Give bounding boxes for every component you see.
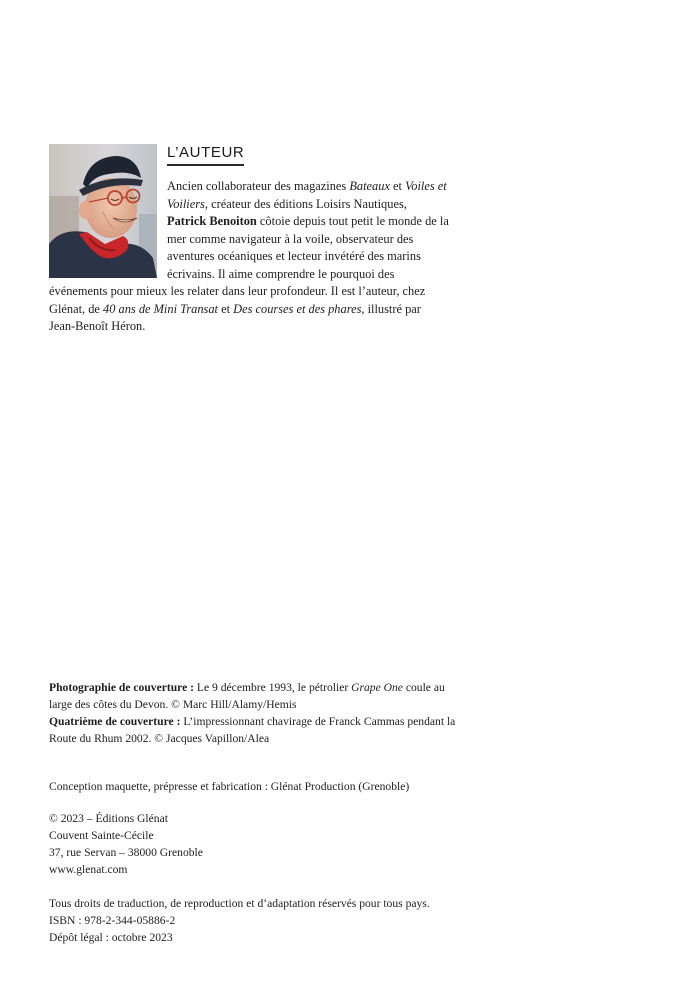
isbn-line: ISBN : 978-2-344-05886-2: [49, 914, 176, 927]
section-heading: L’AUTEUR: [167, 145, 244, 166]
legal-info: [49, 895, 469, 946]
book-title: Des courses et des phares: [233, 301, 362, 316]
publisher-info: [49, 810, 469, 878]
bio-text: , créateur des éditions Loisirs Nautiques,: [204, 196, 407, 211]
copyright-line: © 2023 – Éditions Glénat: [49, 812, 168, 825]
back-cover-credit: [49, 713, 469, 747]
book-title: 40 ans de Mini Transat: [103, 301, 218, 316]
address-line: Couvent Sainte-Cécile: [49, 829, 154, 842]
author-section: [49, 143, 449, 336]
cover-photo-credit: [49, 679, 469, 713]
author-name: Patrick Benoiton: [167, 214, 257, 228]
credit-text: L’impressionnant chavirage de Franck Cammas pendant la Route du Rhum 2002. © Jacques Vapillon/Alea: [49, 715, 456, 745]
bio-text: , illustré par Jean-Benoît Héron.: [49, 301, 421, 333]
bio-text: Ancien collaborateur des magazines: [167, 179, 350, 193]
rights-notice: Tous droits de traduction, de reproduction et d’adaptation réservés pour tous pays.: [49, 897, 430, 910]
legal-deposit-line: Dépôt légal : octobre 2023: [49, 931, 173, 944]
website-link[interactable]: www.glenat.com: [49, 863, 128, 876]
author-portrait-image: [49, 144, 157, 278]
ship-name: Grape One: [351, 681, 403, 694]
bio-text: côtoie depuis tout petit le monde de la mer comme navigateur à la voile, observateur des aventures océaniques et lecteur invétéré des marins écrivains. Il aime comprendre le pourquoi des événements pour mieux les relater dans leur profondeur. Il est l’auteur, chez Glénat, de: [49, 214, 449, 316]
address-line: 37, rue Servan – 38000 Grenoble: [49, 846, 203, 859]
magazine-title: Bateaux: [349, 179, 390, 193]
credit-text: coule au large des côtes du Devon. © Marc Hill/Alamy/Hemis: [49, 681, 445, 711]
magazine-title: Voiles et Voiliers: [167, 179, 447, 211]
bio-text: et: [389, 179, 406, 193]
credit-label: Photographie de couverture :: [49, 681, 195, 694]
credit-label: Quatrième de couverture :: [49, 715, 181, 728]
production-credit: Conception maquette, prépresse et fabrication : Glénat Production (Grenoble): [49, 780, 410, 793]
credit-text: Le 9 décembre 1993, le pétrolier: [194, 681, 352, 694]
credits-section: [49, 679, 469, 960]
bio-text: et: [218, 301, 234, 316]
